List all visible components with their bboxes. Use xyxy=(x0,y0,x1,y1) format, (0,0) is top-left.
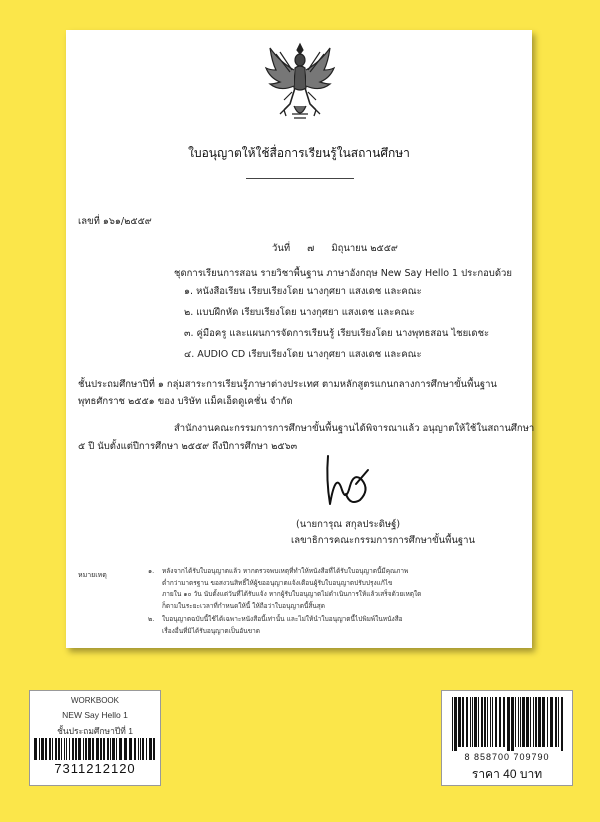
document-date xyxy=(272,241,398,256)
paragraph-line: สำนักงานคณะกรรมการการศึกษาขั้นพื้นฐานได้พิจารณาแล้ว อนุญาตให้ใช้ในสถานศึกษา xyxy=(174,423,535,434)
remark-line: ใบอนุญาตฉบับนี้ใช้ได้เฉพาะหนังสือนี้เท่านั้น และไม่ให้นำใบอนุญาตนี้ไปพิมพ์ในหนังสือ xyxy=(162,615,403,623)
paragraph-line: พุทธศักราช ๒๕๕๑ ของ บริษัท แม็คเอ็ดดูเคชั่น จำกัด xyxy=(78,396,293,407)
garuda-emblem-icon xyxy=(262,40,338,126)
list-item: ๓. คู่มือครู และแผนการจัดการเรียนรู้ เรียบเรียงโดย นางพุทธสอน ไชยเดชะ xyxy=(184,328,490,339)
sticker-type: WORKBOOK xyxy=(70,696,119,705)
price-barcode-sticker xyxy=(441,690,573,786)
signer-name: (นายการุณ สกุลประดิษฐ์) xyxy=(296,519,401,530)
signer-title: เลขาธิการคณะกรรมการการศึกษาขั้นพื้นฐาน xyxy=(291,535,475,546)
label-barcode-icon xyxy=(34,738,156,760)
remark-number: ๑. xyxy=(148,567,155,575)
date-day: ๗ xyxy=(307,243,315,254)
price-label: ราคา 40 บาท xyxy=(471,767,543,781)
paragraph-line: ชั้นประถมศึกษาปีที่ ๑ กลุ่มสาระการเรียนรู้ภาษาต่างประเทศ ตามหลักสูตรแกนกลางการศึกษาขั้นพื้นฐาน xyxy=(78,379,497,390)
barcode-number: 8 858700 709790 xyxy=(464,752,550,762)
list-item: ๔. AUDIO CD เรียบเรียงโดย นางกุศยา แสงเดช และคณะ xyxy=(184,349,422,360)
ean-barcode-icon xyxy=(452,697,566,751)
signature-icon xyxy=(320,450,376,510)
remark-line: หลังจากได้รับใบอนุญาตแล้ว หากตรวจพบเหตุที่ทำให้หนังสือที่ได้รับใบอนุญาตนี้มีคุณภาพ xyxy=(162,567,409,575)
intro-line: ชุดการเรียนการสอน รายวิชาพื้นฐาน ภาษาอังกฤษ New Say Hello 1 ประกอบด้วย xyxy=(174,268,512,279)
date-label: วันที่ xyxy=(272,243,291,254)
title-underline xyxy=(246,178,354,179)
date-month-year: มิถุนายน ๒๕๕๙ xyxy=(331,243,398,254)
sticker-code: 7311212120 xyxy=(54,761,136,776)
remark-item xyxy=(148,614,518,637)
book-label-sticker xyxy=(29,690,161,786)
remark-line: ภายใน ๑๐ วัน นับตั้งแต่วันที่ได้รับแจ้ง หากผู้รับใบอนุญาตไม่ดำเนินการให้แล้วเสร็จด้วยเหตุใด xyxy=(162,590,422,598)
remark-line: ก็ตามในระยะเวลาที่กำหนดให้นี้ ให้ถือว่าใบอนุญาตนี้สิ้นสุด xyxy=(162,601,325,610)
remarks-label: หมายเหตุ xyxy=(78,571,107,579)
remark-line: ต่ำกว่ามาตรฐาน ขอสงวนสิทธิ์ให้ผู้ขออนุญาตแจ้งเตือนผู้รับใบอนุญาตปรับปรุงแก้ไข xyxy=(162,578,393,587)
sticker-grade: ชั้นประถมศึกษาปีที่ 1 xyxy=(57,726,133,736)
document-number: เลขที่ ๑๖๑/๒๕๕๙ xyxy=(78,216,152,227)
remark-number: ๒. xyxy=(148,615,155,623)
document-title: ใบอนุญาตให้ใช้สื่อการเรียนรู้ในสถานศึกษา xyxy=(188,146,410,160)
paragraph-line: ๕ ปี นับตั้งแต่ปีการศึกษา ๒๕๕๙ ถึงปีการศึกษา ๒๕๖๓ xyxy=(78,441,298,452)
permit-letter xyxy=(66,30,535,648)
remark-item xyxy=(148,566,518,612)
sticker-title: NEW Say Hello 1 xyxy=(62,710,128,720)
remark-line: เรื่องอื่นที่มิได้รับอนุญาตเป็นอันขาด xyxy=(162,626,261,635)
list-item: ๑. หนังสือเรียน เรียบเรียงโดย นางกุศยา แสงเดช และคณะ xyxy=(184,286,422,297)
list-item: ๒. แบบฝึกหัด เรียบเรียงโดย นางกุศยา แสงเดช และคณะ xyxy=(184,307,415,318)
